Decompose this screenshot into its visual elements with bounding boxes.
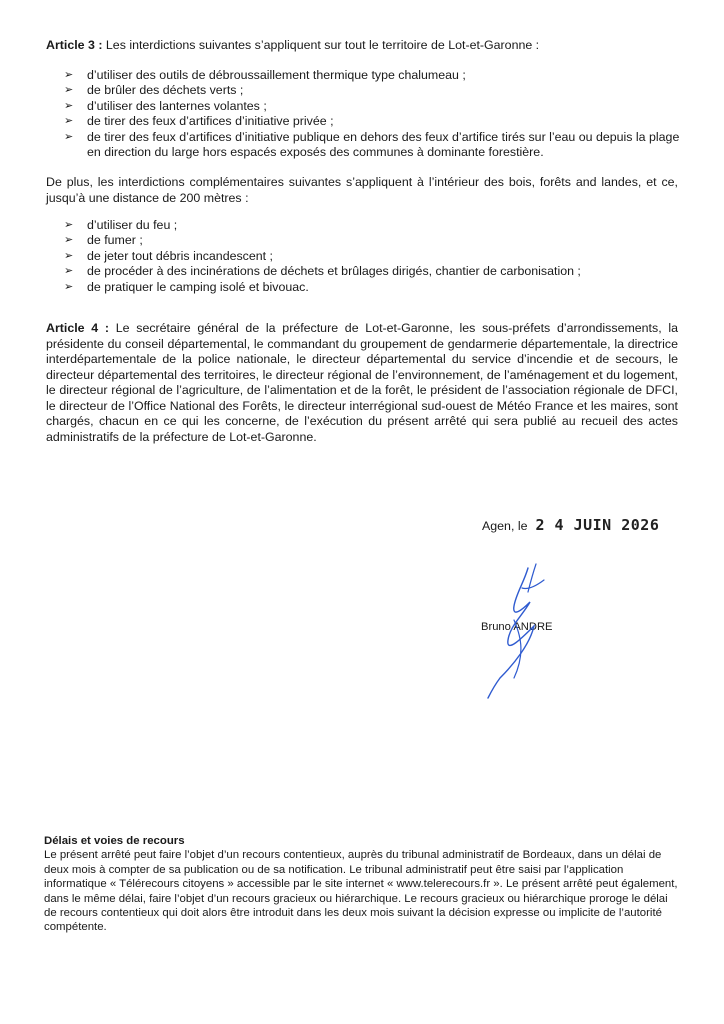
complementary-intro: De plus, les interdictions complémentaires suivantes s’appliquent à l’intérieur des bois, forêts and landes, et ce, jusqu’à une distance de 200 mètres : [46,175,678,205]
arrowhead-bullet-icon: ➢ [64,115,74,128]
signature-date-line [482,516,659,535]
article-4-text: Le secrétaire général de la préfecture de Lot-et-Garonne, les sous-préfets d’arrondissements, la présidente du conseil départemental, le commandant du groupement de gendarmerie départementale, la directrice interdépartementale de la police nationale, le directeur départemental du service d’incendie et de secours, le directeur départemental des territoires, le directeur régional de l’environnement, de l’aménagement et du logement, le directeur régional de l’agriculture, de l’alimentation et de la forêt, le président de l’association régionale de DFCI, le directeur de l’Office National des Forêts, le directeur interrégional sud-ouest de Météo France et les maires, sont chargés, chacun en ce qui les concerne, de l’exécution du présent arrêté qui sera publié au recueil des actes administratifs de la préfecture de Lot-et-Garonne. [46,321,679,444]
article-4-label: Article 4 : [46,321,110,335]
arrowhead-bullet-icon: ➢ [64,265,74,278]
list-item: ➢ de tirer des feux d’artifices d’initiative privée ; [64,114,334,129]
recours-text: Le présent arrêté peut faire l’objet d’un recours contentieux, auprès du tribunal administratif de Bordeaux, dans un délai de deux mois à compter de sa publication ou de sa notification. Le tribunal administratif peut être saisi par l’application informatique « Télérecours citoyens » accessible par le site internet « www.telerecours.fr ». Le présent arrêté peut également, dans le même délai, faire l’objet d’un recours gracieux ou hiérarchique. Le recours gracieux ou hiérarchique proroge le délai de recours contentieux qui doit alors être introduit dans les deux mois suivant la décision expresse ou implicite de l’autorité compétente. [44,849,678,934]
article-3-label: Article 3 : [46,38,103,52]
list-item: ➢ de fumer ; [64,233,143,248]
recours-section [44,834,680,935]
arrowhead-bullet-icon: ➢ [64,99,74,112]
list-item: ➢ de procéder à des incinérations de déchets et brûlages dirigés, chantier de carbonisation ; [64,264,581,279]
article-3-list [64,68,694,160]
recours-title: Délais et voies de recours [44,835,185,847]
article-3-heading [46,38,686,53]
list-item: ➢ de brûler des déchets verts ; [64,83,244,98]
date-stamp: 2 4 JUIN 2026 [535,516,660,534]
complementary-list [64,218,694,295]
arrowhead-bullet-icon: ➢ [64,234,74,247]
article-3-text: Les interdictions suivantes s’appliquent sur tout le territoire de Lot-et-Garonne : [102,38,540,52]
list-item: ➢ d’utiliser des outils de débroussaillement thermique type chalumeau ; [64,68,466,82]
list-item: ➢ de tirer des feux d’artifices d’initiative publique en dehors des feux d’artifice tirés sur l’eau ou depuis la plage en direction du large hors espacés exposés des communes à dominante forestière. [64,129,680,160]
date-place: Agen, le [482,519,528,533]
arrowhead-bullet-icon: ➢ [64,130,74,143]
list-item: ➢ de pratiquer le camping isolé et bivouac. [64,279,309,294]
list-item: ➢ d’utiliser des lanternes volantes ; [64,98,267,113]
arrowhead-bullet-icon: ➢ [64,249,74,262]
arrowhead-bullet-icon: ➢ [64,219,74,231]
handwritten-signature [470,560,560,700]
article-4-paragraph [46,321,678,445]
list-item: ➢ d’utiliser du feu ; [64,218,178,232]
list-item: ➢ de jeter tout débris incandescent ; [64,248,273,263]
signer-name: Bruno ANDRE [481,621,553,633]
arrowhead-bullet-icon: ➢ [64,280,74,293]
arrowhead-bullet-icon: ➢ [64,69,74,81]
arrowhead-bullet-icon: ➢ [64,84,74,97]
